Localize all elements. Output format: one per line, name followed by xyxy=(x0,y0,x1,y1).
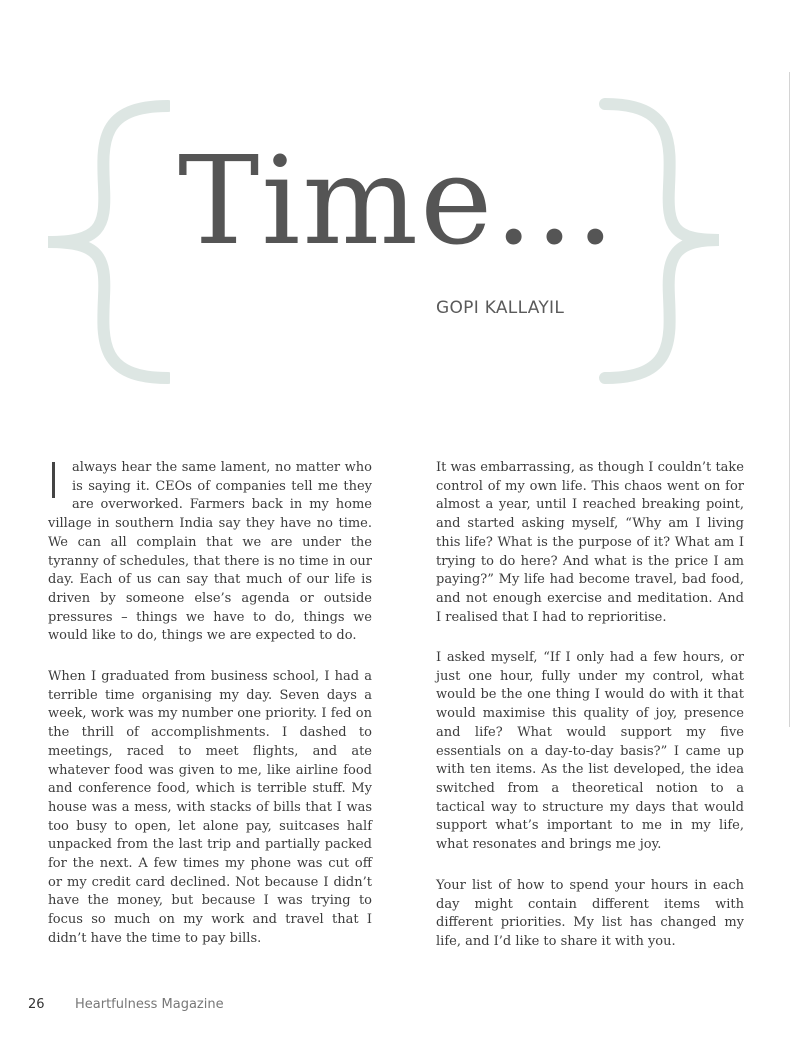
magazine-name: Heartfulness Magazine xyxy=(75,997,224,1012)
page-edge-rule xyxy=(789,72,790,727)
left-curly-brace-decoration xyxy=(40,92,170,392)
article-author: GOPI KALLAYIL xyxy=(436,298,565,318)
article-paragraph-2 xyxy=(48,668,372,949)
article-paragraph-4 xyxy=(436,649,744,855)
article-paragraph-3 xyxy=(436,459,744,627)
paragraph-text: Your list of how to spend your hours in each day might contain different items with different priorities. My list has changed my life, and I’d like to share it with you. xyxy=(436,878,744,950)
paragraph-text: I asked myself, “If I only had a few hours, or just one hour, fully under my control, what would be the one thing I would do with it that would maximise this quality of joy, presence and life? What would support my five essentials on a day-to-day basis?” I came up with ten items. As the list developed, the idea switched from a theoretical notion to a tactical way to structure my days that would support what’s important to me in my life, what resonates and brings me joy. xyxy=(436,650,744,853)
page-number: 26 xyxy=(28,997,45,1012)
drop-cap xyxy=(52,462,64,498)
paragraph-text: always hear the same lament, no matter who is saying it. CEOs of companies tell me they are overworked. Farmers back in my home village in southern India say they have no time. We can all complain that we are under the tyranny of schedules, that there is no time in our day. Each of us can say that much of our life is driven by someone else’s agenda or outside pressures – things we have to do, things we would like to do, things we are expected to do. xyxy=(48,460,372,644)
paragraph-text: When I graduated from business school, I had a terrible time organising my day. Seven days a week, work was my number one priority. I fed on the thrill of accomplishments. I dashed to meetings, raced to meet flights, and ate whatever food was given to me, like airline food and conference food, which is terrible stuff. My house was a mess, with stacks of bills that I was too busy to open, let alone pay, suitcases half unpacked from the last trip and partially packed for the next. A few times my phone was cut off or my credit card declined. Not because I didn’t have the money, but because I was trying to focus so much on my work and travel that I didn’t have the time to pay bills. xyxy=(48,669,372,946)
article-paragraph-5 xyxy=(436,877,744,952)
article-paragraph-1 xyxy=(48,459,372,646)
paragraph-text: It was embarrassing, as though I couldn’t take control of my own life. This chaos went on for almost a year, until I reached breaking point, and started asking myself, “Why am I living this life? What is the purpose of it? What am I trying to do here? And what is the price I am paying?” My life had become travel, bad food, and not enough exercise and meditation. And I realised that I had to reprioritise. xyxy=(436,460,744,625)
article-title: Time... xyxy=(178,130,617,272)
